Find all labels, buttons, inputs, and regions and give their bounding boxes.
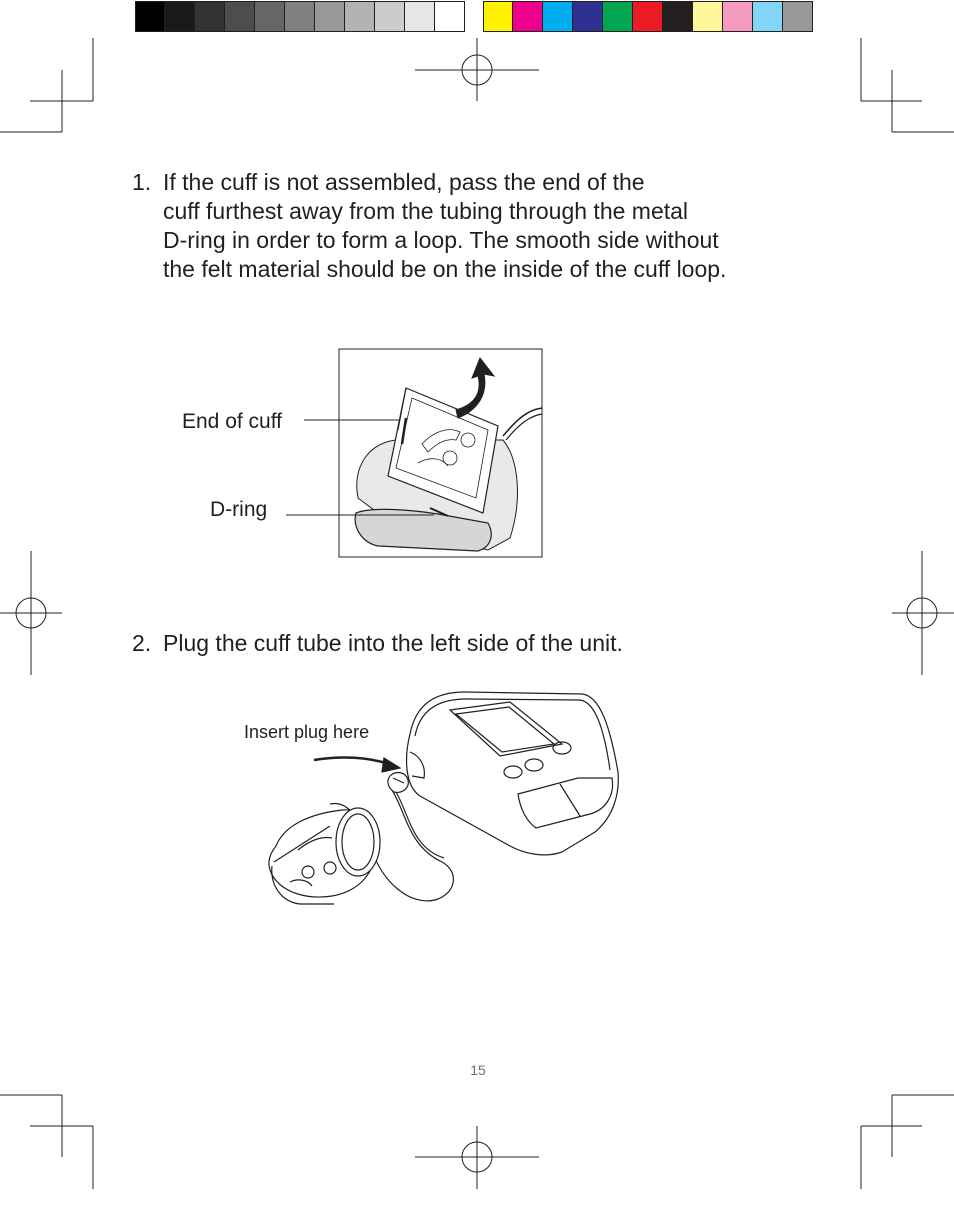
page-number: 15: [470, 1062, 486, 1078]
d-ring-label: D-ring: [210, 498, 268, 521]
registration-target-top: [415, 38, 539, 101]
step-1-text: [163, 168, 726, 284]
step-1-number: 1.: [132, 169, 152, 195]
step-2-text: [163, 629, 623, 658]
step-1-line: D-ring in order to form a loop. The smooth side without: [163, 227, 719, 253]
leader-line-end-of-cuff: [304, 419, 340, 423]
step-1-line: cuff furthest away from the tubing through the metal: [163, 198, 689, 224]
leader-line-d-ring: [286, 514, 340, 518]
registration-target-right: [892, 551, 954, 675]
cuff-plug-illustration: [260, 686, 622, 912]
insert-plug-label: Insert plug here: [244, 722, 370, 742]
end-of-cuff-label: End of cuff: [182, 410, 283, 433]
step-2-number: 2.: [132, 630, 152, 656]
registration-target-left: [0, 551, 62, 675]
step-1-line: the felt material should be on the inside of the cuff loop.: [163, 256, 727, 282]
step-2-line: Plug the cuff tube into the left side of the unit.: [163, 630, 623, 656]
step-1-line: If the cuff is not assembled, pass the end of the: [163, 169, 645, 195]
cuff-assembly-illustration: [338, 348, 544, 559]
registration-target-bottom: [415, 1126, 539, 1189]
